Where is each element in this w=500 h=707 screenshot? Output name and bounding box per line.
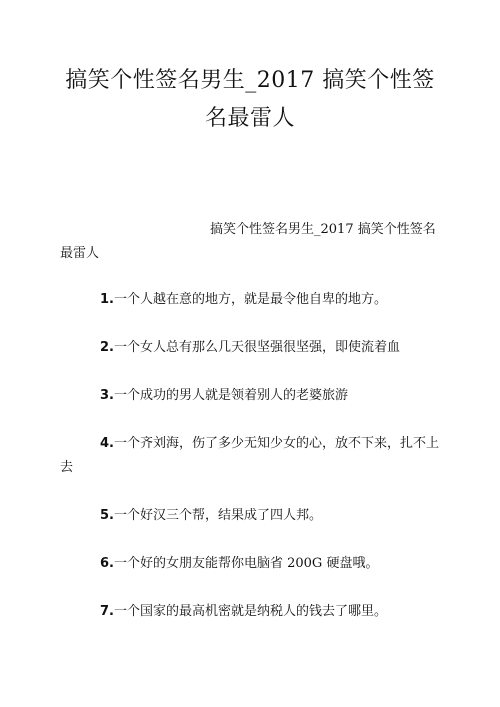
document-title: 搞笑个性签名男生_2017 搞笑个性签名最雷人 — [65, 68, 435, 131]
list-item — [60, 504, 440, 528]
signature-list — [60, 288, 440, 624]
item-text: 一个成功的男人就是领着别人的老婆旅游 — [113, 388, 348, 403]
item-number: 5. — [100, 508, 114, 523]
item-number: 6. — [100, 556, 114, 571]
item-text: 一个国家的最高机密就是纳税人的钱去了哪里。 — [113, 604, 387, 619]
item-text: 一个好的女朋友能帮你电脑省 200G 硬盘哦。 — [113, 556, 379, 571]
item-text: 一个好汉三个帮，结果成了四人邦。 — [113, 508, 322, 523]
list-item — [60, 600, 440, 624]
list-item — [60, 384, 440, 408]
item-number: 7. — [100, 604, 114, 619]
document-subtitle: 搞笑个性签名男生_2017 搞笑个性签名最雷人 — [60, 222, 436, 261]
item-text: 一个人越在意的地方，就是最令他自卑的地方。 — [113, 292, 387, 307]
item-number: 2. — [100, 340, 114, 355]
list-item — [60, 432, 440, 480]
list-item — [60, 288, 440, 312]
item-number: 3. — [100, 388, 114, 403]
item-text: 一个女人总有那么几天很坚强很坚强，即使流着血 — [113, 340, 400, 355]
item-number: 1. — [100, 292, 114, 307]
list-item — [60, 552, 440, 576]
item-text: 一个齐刘海，伤了多少无知少女的心，放不下来，扎不上去 — [60, 436, 439, 475]
item-number: 4. — [100, 436, 114, 451]
list-item — [60, 336, 440, 360]
